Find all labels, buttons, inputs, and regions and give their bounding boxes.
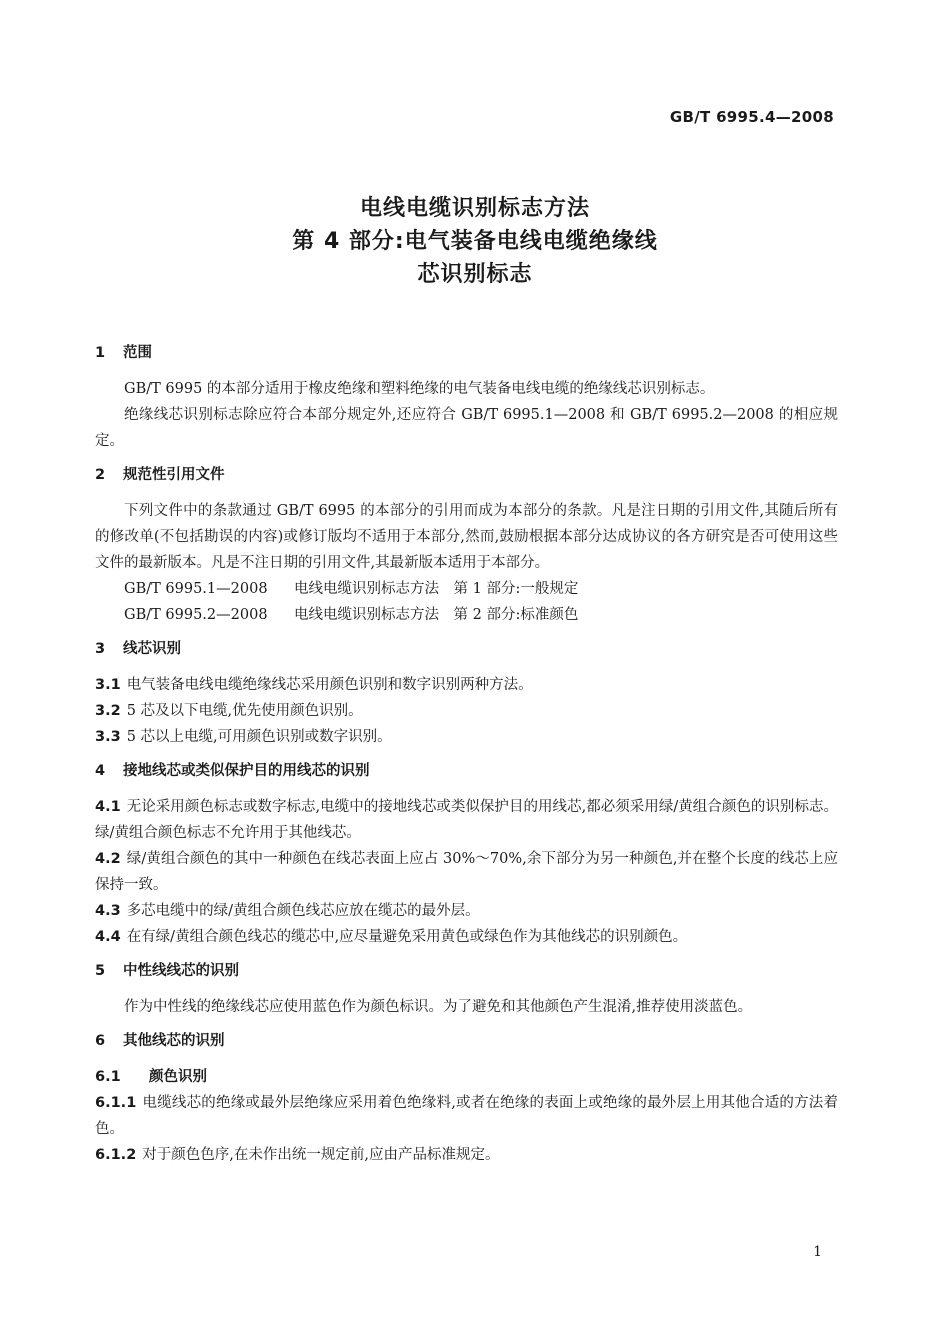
clause: 3.1 电气装备电线电缆绝缘线芯采用颜色识别和数字识别两种方法。 — [95, 677, 533, 693]
title-line-1: 电线电缆识别标志方法 — [359, 196, 590, 221]
section-heading-3: 3 线芯识别 — [95, 641, 181, 657]
clause: 4.3 多芯电缆中的绿/黄组合颜色线芯应放在缆芯的最外层。 — [95, 903, 480, 919]
section-heading-5: 5 中性线线芯的识别 — [95, 963, 239, 979]
paragraph: 作为中性线的绝缘线芯应使用蓝色作为颜色标识。为了避免和其他颜色产生混淆,推荐使用淡蓝色。 — [124, 999, 753, 1015]
title-line-2: 第 4 部分:电气装备电线电缆绝缘线 — [292, 229, 658, 254]
clause: 6.1.2 对于颜色色序,在未作出统一规定前,应由产品标准规定。 — [95, 1147, 500, 1163]
clause: 3.3 5 芯以上电缆,可用颜色识别或数字识别。 — [95, 729, 392, 745]
clause: 4.2 绿/黄组合颜色的其中一种颜色在线芯表面上应占 30%～70%,余下部分为另一种颜色,并在整个长度的线芯上应保持一致。 — [95, 851, 838, 893]
subsection-heading-6-1: 6.1 颜色识别 — [95, 1069, 207, 1085]
page-number: 1 — [813, 1244, 822, 1260]
clause: 6.1.1 电缆线芯的绝缘或最外层绝缘应采用着色绝缘料,或者在绝缘的表面上或绝缘的最外层上用其他合适的方法着色。 — [95, 1095, 838, 1137]
section-heading-2: 2 规范性引用文件 — [95, 467, 225, 483]
document-title — [0, 192, 950, 291]
clause: 4.1 无论采用颜色标志或数字标志,电缆中的接地线芯或类似保护目的用线芯,都必须采用绿/黄组合颜色的识别标志。绿/黄组合颜色标志不允许用于其他线芯。 — [95, 799, 838, 841]
title-line-3: 芯识别标志 — [417, 262, 533, 287]
clause: 3.2 5 芯及以下电缆,优先使用颜色识别。 — [95, 703, 363, 719]
standard-code: GB/T 6995.4—2008 — [669, 108, 834, 126]
paragraph: 绝缘线芯识别标志除应符合本部分规定外,还应符合 GB/T 6995.1—2008 和 GB/T 6995.2—2008 的相应规定。 — [95, 407, 838, 449]
reference-item: GB/T 6995.2—2008 电线电缆识别标志方法 第 2 部分:标准颜色 — [124, 607, 579, 623]
section-heading-1: 1 范围 — [95, 345, 152, 361]
reference-item: GB/T 6995.1—2008 电线电缆识别标志方法 第 1 部分:一般规定 — [124, 581, 579, 597]
clause: 4.4 在有绿/黄组合颜色线芯的缆芯中,应尽量避免采用黄色或绿色作为其他线芯的识别颜色。 — [95, 929, 688, 945]
section-heading-4: 4 接地线芯或类似保护目的用线芯的识别 — [95, 763, 370, 779]
paragraph: 下列文件中的条款通过 GB/T 6995 的本部分的引用而成为本部分的条款。凡是注日期的引用文件,其随后所有的修改单(不包括勘误的内容)或修订版均不适用于本部分,然而,鼓励根据本部分达成协议的各方研究是否可使用这些文件的最新版本。凡是不注日期的引用文件,其最新版本适用于本部分。 — [95, 503, 838, 571]
paragraph: GB/T 6995 的本部分适用于橡皮绝缘和塑料绝缘的电气装备电线电缆的绝缘线芯识别标志。 — [124, 381, 715, 397]
document-body — [95, 340, 838, 1168]
section-heading-6: 6 其他线芯的识别 — [95, 1033, 225, 1049]
